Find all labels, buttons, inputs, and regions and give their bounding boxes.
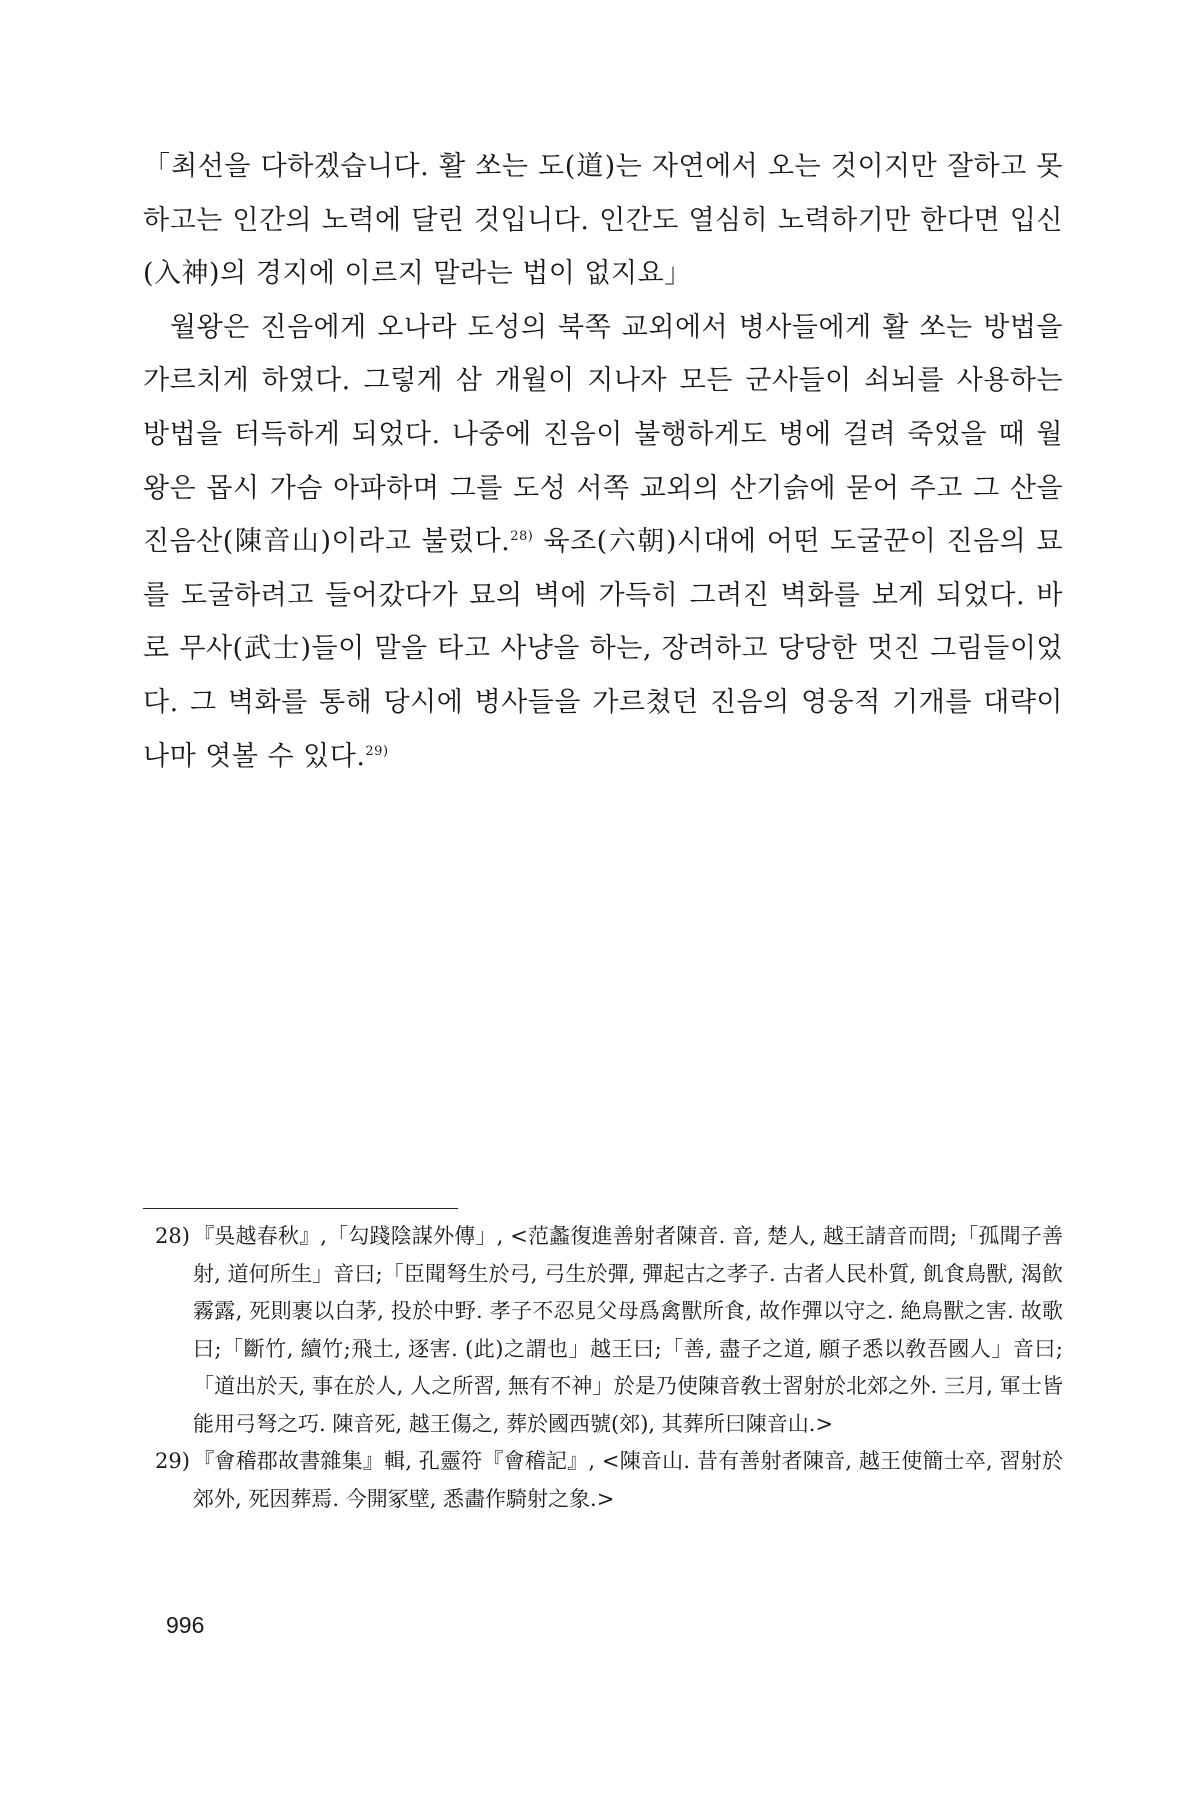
paragraph-2-part-a: 월왕은 진음에게 오나라 도성의 북쪽 교외에서 병사들에게 활 쏘는 방법을 가르치게 하였다. 그렇게 삼 개월이 지나자 모든 군사들이 쇠뇌를 사용하는 방법을 터득하게 되었다. 나중에 진음이 불행하게도 병에 걸려 죽었을 때 월왕은 몹시 가슴 아파하며 그를 도성 서쪽 교외의 산기슭에 묻어 주고 그 산을 진음산(陳音山)이라고 불렀다. [143, 311, 1063, 558]
footnote-number: 28) [155, 1224, 190, 1248]
body-text [143, 140, 1063, 783]
footnote-divider [143, 1208, 458, 1209]
footnote-ref-29[interactable]: 29) [365, 743, 389, 759]
footnote-28 [155, 1218, 1063, 1443]
paragraph-2-part-b: 육조(六朝)시대에 어떤 도굴꾼이 진음의 묘를 도굴하려고 들어갔다가 묘의 벽에 가득히 그려진 벽화를 보게 되었다. 바로 무사(武士)들이 말을 타고 사냥을 하는, 장려하고 당당한 멋진 그림들이었다. 그 벽화를 통해 당시에 병사들을 가르쳤던 진음의 영웅적 기개를 대략이나마 엿볼 수 있다. [143, 526, 1063, 772]
page-number: 996 [166, 1612, 205, 1638]
footnote-text: 『會稽郡故書雜集』輯, 孔靈符『會稽記』, <陳音山. 昔有善射者陳音, 越王使簡士卒, 習射於郊外, 死因葬焉. 今開冢壁, 悉畵作騎射之象.> [193, 1449, 1063, 1511]
footnote-text: 『吳越春秋』,「勾踐陰謀外傳」, <范蠡復進善射者陳音. 音, 楚人, 越王請音而問;「孤聞子善射, 道何所生」音曰;「臣聞弩生於弓, 弓生於彈, 彈起古之孝子. 古者人民朴質, 飢食鳥獸, 渴飮霧露, 死則裹以白茅, 投於中野. 孝子不忍見父母爲禽獸所食, 故作彈以守之. 絶鳥獸之害. 故歌曰;「斷竹, 續竹;飛土, 逐害. (此)之謂也」越王曰;「善, 盡子之道, 願子悉以敎吾國人」音曰;「道出於天, 事在於人, 人之所習, 無有不神」於是乃使陳音敎士習射於北郊之外. 三月, 軍士皆能用弓弩之巧. 陳音死, 越王傷之, 葬於國西號(郊), 其葬所曰陳音山.> [193, 1224, 1063, 1436]
paragraph-2 [143, 301, 1063, 783]
paragraph-1: 「최선을 다하겠습니다. 활 쏘는 도(道)는 자연에서 오는 것이지만 잘하고 못하고는 인간의 노력에 달린 것입니다. 인간도 열심히 노력하기만 한다면 입신(入神)의 경지에 이르지 말라는 법이 없지요」 [143, 151, 1063, 290]
footnote-29 [155, 1443, 1063, 1518]
footnote-number: 29) [155, 1449, 190, 1473]
footnotes [155, 1218, 1063, 1518]
footnote-ref-28[interactable]: 28) [510, 529, 534, 545]
